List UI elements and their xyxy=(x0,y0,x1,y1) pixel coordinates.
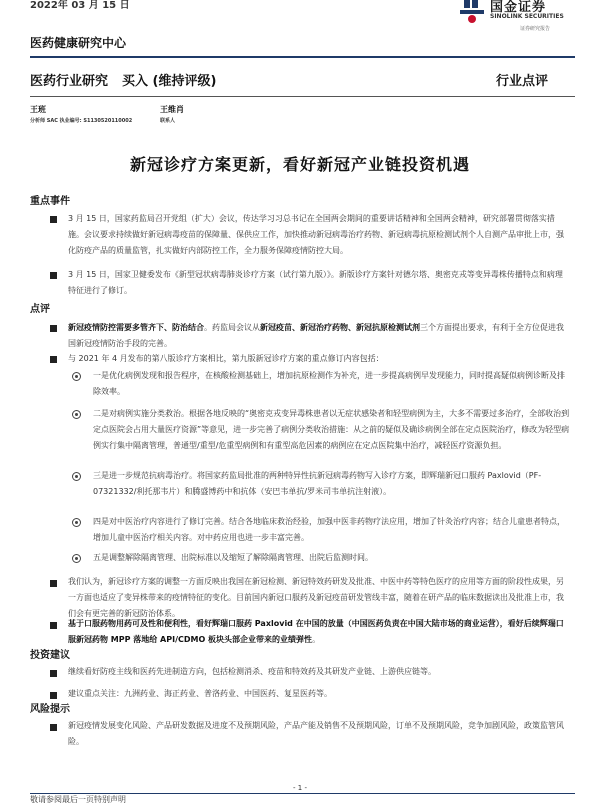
revision-item: 二是对病例实施分类救治。根据各地反映的“奥密克戎变异毒株患者以无症状感染者和轻型病例为主，大多不需要过多治疗，全部收治到定点医院会占用大量医疗资源”等意见，进一步完善了病例分类收治措施：从之前的疑似及确诊病例全部在定点医院治疗，修改为轻型病例实行集中隔离管理，普通型/重型/危重型病例和有重型高危因素的病例应在定点医院集中治疗，减轻医疗资源负担。 xyxy=(93,409,570,450)
footer-disclaimer: 敬请参阅最后一页特别声明 xyxy=(30,795,126,804)
bullet-icon xyxy=(50,622,57,629)
industry-rating xyxy=(30,70,230,89)
advice-item: 继续看好防疫主线和医药先进制造方向，包括检测消杀、疫苗和特效药及其研发产业链、上游供应链等。 xyxy=(68,667,436,676)
comment-text: 。 xyxy=(312,635,321,644)
bullet-icon xyxy=(50,216,57,223)
comment-text: 。药监局会议从 xyxy=(204,323,260,332)
header-divider xyxy=(30,56,575,58)
section-advice: 投资建议 xyxy=(30,650,70,661)
comment-emphasis: 新冠疫苗、新冠治疗药物、新冠抗原检测试剂 xyxy=(260,323,420,332)
comment-emphasis: 基于口服药物用药可及性和便利性，看好辉瑞口服药 Paxlovid 在中国的放量（中国医药负责在中国大陆市场的商业运营），看好后续辉瑞口服新冠药物 MPP 落地给 API/CDMO 板块头部企业带来的业绩弹性 xyxy=(68,619,564,644)
brand-subtitle: 证券研究报告 xyxy=(520,26,551,32)
bullet-icon xyxy=(50,724,57,731)
report-date: 2022年 03 月 15 日 xyxy=(30,0,130,11)
sub-bullet-icon xyxy=(72,372,81,381)
brand-name-en: SINOLINK SECURITIES xyxy=(490,13,564,20)
bullet-icon xyxy=(50,692,57,699)
comment-paragraph: 我们认为，新冠诊疗方案的调整一方面反映出我国在新冠检测、新冠特效药研发及批准、中医中药等特色医疗的应用等方面的阶段性成果，另一方面也适应了变异株带来的疫情特征的变化。目前国内新冠口服药及新冠疫苗研发管线丰富，随着在研产品的临床数据读出及批准上市，我们会有更完善的新冠防治体系。 xyxy=(68,577,564,618)
analyst-name: 王班 xyxy=(30,105,46,114)
bullet-icon xyxy=(50,670,57,677)
sub-bullet-icon xyxy=(72,518,81,527)
brand-name-cn: 国金证券 xyxy=(490,0,547,15)
rating-label: 买入 (维持评级) xyxy=(122,74,217,89)
section-events: 重点事件 xyxy=(30,196,70,207)
comment-paragraph: 与 2021 年 4 月发布的第八版诊疗方案相比，第九版新冠诊疗方案的重点修订内容包括： xyxy=(68,354,384,363)
revision-item: 一是优化病例发现和报告程序，在核酸检测基础上，增加抗原检测作为补充，进一步提高病例早发现能力，同时提高疑似病例诊断及排除效率。 xyxy=(93,371,565,396)
brand-logo xyxy=(458,0,578,38)
analyst-info: 分析师 SAC 执业编号: S1130520110002 xyxy=(30,118,133,124)
sub-bullet-icon xyxy=(72,472,81,481)
section-comment: 点评 xyxy=(30,304,50,315)
industry-label: 医药行业研究 xyxy=(30,74,109,89)
bullet-icon xyxy=(50,356,57,363)
comment-paragraph xyxy=(68,320,570,352)
bullet-icon xyxy=(50,325,57,332)
research-center: 医药健康研究中心 xyxy=(30,36,127,50)
report-title: 新冠诊疗方案更新，看好新冠产业链投资机遇 xyxy=(129,155,470,174)
contact-name: 王维肖 xyxy=(160,105,184,114)
risk-item: 新冠疫情发展变化风险、产品研发数据及进度不及预期风险，产品产能及销售不及预期风险，订单不及预期风险，竞争加剧风险，政策监管风险。 xyxy=(68,721,564,746)
event-paragraph: 3 月 15 日，国家药监局召开党组（扩大）会议，传达学习习总书记在全国两会期间的重要讲话精神和全国两会精神，研究部署贯彻落实措施。会议要求持续做好新冠病毒疫苗的保障量、保供应工作，加快推动新冠病毒治疗药物、新冠病毒抗原检测试剂个人自测产品审批上市，强化防疫产品的质量监管，扎实做好内部防控工作，全力服务保障疫情防控大局。 xyxy=(68,214,564,255)
advice-item: 建议重点关注：九洲药业、海正药业、普洛药业、中国医药、复星医药等。 xyxy=(68,689,332,698)
revision-item: 五是调整解除隔离管理、出院标准以及缩短了解除隔离管理、出院后监测时间。 xyxy=(93,553,373,562)
section-risk: 风险提示 xyxy=(30,704,70,715)
bullet-icon xyxy=(50,580,57,587)
sub-bullet-icon xyxy=(72,554,81,563)
revision-item: 三是进一步规范抗病毒治疗。将国家药监局批准的两种特异性抗新冠病毒药物写入诊疗方案，即辉瑞新冠口服药 Paxlovid（PF-07321332/利托那韦片）和腾盛博药中和抗体（安巴韦单抗/罗米司韦单抗注射液）。 xyxy=(93,471,542,496)
comment-paragraph xyxy=(68,616,570,648)
comment-emphasis: 新冠疫情防控需要多管齐下、防治结合 xyxy=(68,323,204,332)
report-type: 行业点评 xyxy=(496,74,549,89)
comment-text: 三个方面提出要求，有利于全方位促进我国新冠疫情防治手段的完善。 xyxy=(68,323,564,348)
revision-item: 四是对中医治疗内容进行了修订完善。结合各地临床救治经验，加强中医非药物疗法应用，增加了针灸治疗内容；结合儿童患者特点，增加儿童中医治疗相关内容。对中药应用也进一步丰富完善。 xyxy=(93,517,565,542)
bullet-icon xyxy=(50,272,57,279)
sinolink-logo-icon xyxy=(458,0,486,24)
page-number: - 1 - xyxy=(293,784,307,792)
contact-info: 联系人 xyxy=(160,118,176,124)
event-paragraph: 3 月 15 日，国家卫健委发布《新型冠状病毒肺炎诊疗方案（试行第九版）》。新版诊疗方案针对德尔塔、奥密克戎等变异毒株传播特点和病理特征进行了修订。 xyxy=(68,270,563,295)
rating-divider xyxy=(30,96,575,97)
sub-bullet-icon xyxy=(72,410,81,419)
